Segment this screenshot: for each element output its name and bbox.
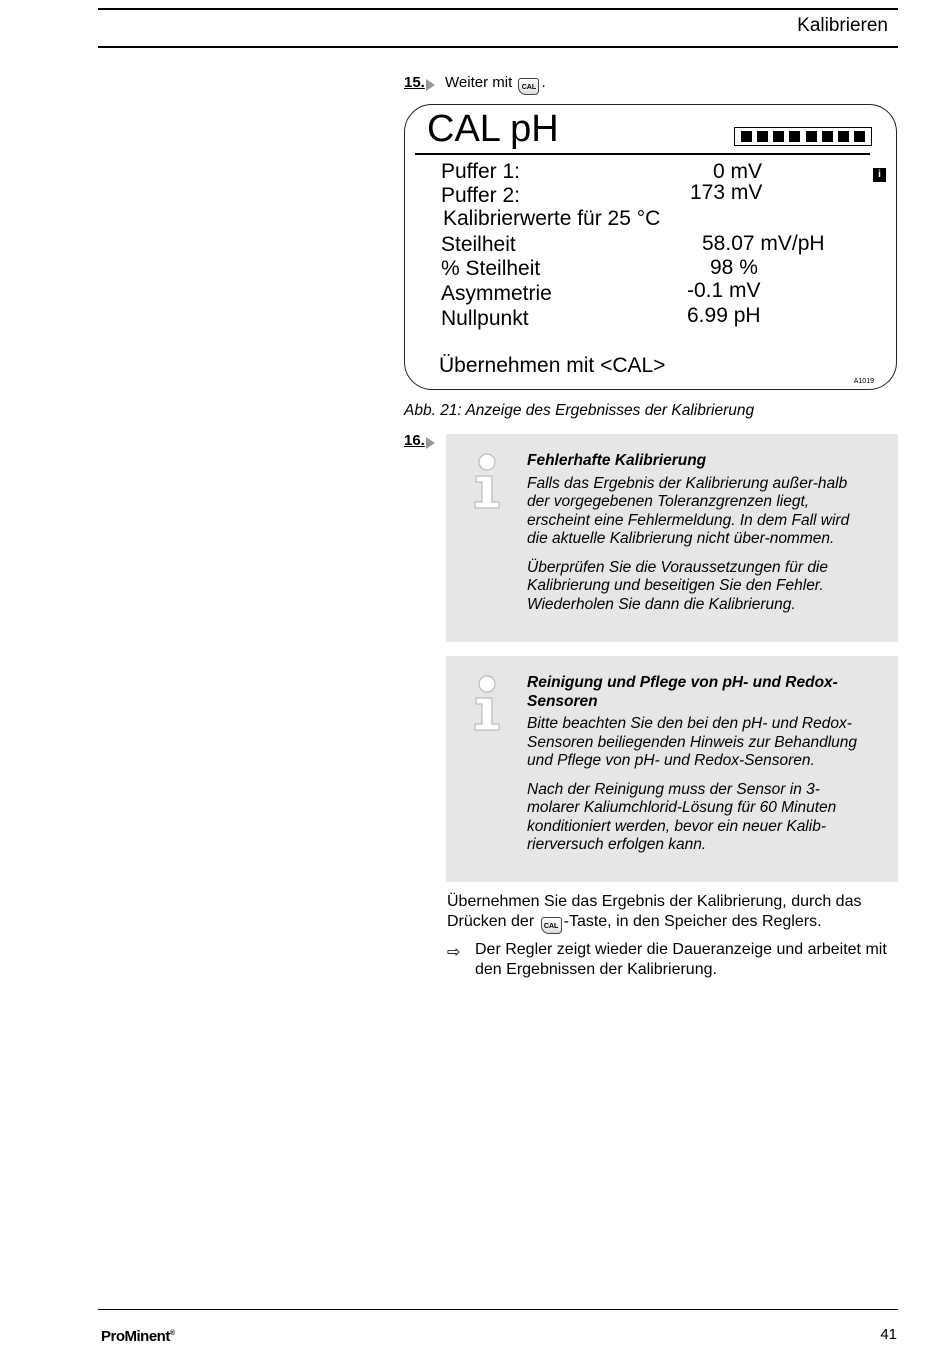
bar-segment [806,131,817,142]
note-paragraph: Überprüfen Sie die Voraussetzungen für die Kalibrierung und beseitigen Sie den Fehler. Wiederholen Sie dann die Kalibrierung. [527,558,829,613]
note-paragraph: Nach der Reinigung muss der Sensor in 3-molarer Kaliumchlorid-Lösung für 60 Minuten konditioniert werden, bevor ein neuer Kalib-rierversuch erfolgen kann. [527,780,837,853]
row-label: Puffer 2: [441,184,520,207]
brand-logo-text: ProMinent [101,1328,170,1345]
bar-segment [854,131,865,142]
note-title: Fehlerhafte Kalibrierung [527,452,707,469]
brand-logo-mark: ® [169,1330,175,1337]
step-16 [404,432,435,449]
note-paragraph: Falls das Ergebnis der Kalibrierung außer-halb der vorgegebenen Toleranzgrenzen liegt, erscheint eine Fehlermeldung. In dem Fall wird die aktuelle Kalibrierung nicht über-nommen. [527,474,850,547]
instruction-text [447,892,887,934]
bar-segment [822,131,833,142]
bar-segment [757,131,768,142]
step-text: Weiter mit [445,74,513,91]
display-footer: Übernehmen mit <CAL> [439,354,666,377]
row-value: -0.1 mV [687,279,761,302]
bar-segment [789,131,800,142]
note-title: Reinigung und Pflege von pH- und Redox-Sensoren [527,674,838,710]
step-number: 15. [404,74,425,91]
note-text [527,452,866,624]
header-top-rule [98,8,898,10]
cal-key-icon: CAL [518,78,539,95]
figure-code: A1019 [853,378,874,385]
row-label: Steilheit [441,233,516,256]
step-text-end: . [541,74,546,91]
figure-caption: Abb. 21: Anzeige des Ergebnisses der Kalibrierung [404,402,755,419]
result-arrow-icon: ⇨ [447,944,461,961]
step-arrow-icon [426,79,435,91]
row-value: 58.07 mV/pH [702,232,825,255]
instruction-before: Übernehmen Sie das Ergebnis der Kalibrierung, durch das Drücken der [447,893,862,930]
note-text [527,674,866,865]
row-label: Puffer 1: [441,160,520,183]
footer-rule [98,1309,898,1310]
bar-segment [838,131,849,142]
row-label: Nullpunkt [441,307,529,330]
device-display [404,104,897,390]
step-arrow-icon [426,437,435,449]
info-icon [470,452,504,510]
info-icon [470,674,504,732]
step-15 [404,74,546,95]
header-title: Kalibrieren [797,15,888,36]
row-label: Kalibrierwerte für 25 °C [443,207,661,230]
brand-logo [101,1328,175,1345]
note-box-care [446,656,898,882]
bar-segment [773,131,784,142]
bar-segment [741,131,752,142]
result-text: Der Regler zeigt wieder die Daueranzeige und arbeitet mit den Ergebnissen der Kalibrierung. [475,941,887,978]
cal-key-icon: CAL [541,917,562,934]
row-label: % Steilheit [441,257,541,280]
step-number: 16. [404,432,425,449]
row-value: 6.99 pH [687,304,761,327]
row-value: 173 mV [690,181,763,204]
row-value: 0 mV [713,160,763,183]
note-box-error [446,434,898,642]
row-label: Asymmetrie [441,282,552,305]
display-signal-bar [734,127,872,146]
row-value: 98 % [710,256,758,279]
header-bottom-rule [98,46,898,48]
note-paragraph: Bitte beachten Sie den bei den pH- und Redox-Sensoren beiliegenden Hinweis zur Behandlung und Pflege von pH- und Redox-Sensoren. [527,715,858,769]
page-number: 41 [880,1326,897,1343]
display-divider [415,153,870,155]
display-title: CAL pH [427,108,559,150]
instruction-after: -Taste, in den Speicher des Reglers. [563,912,822,930]
info-icon: i [873,168,886,182]
